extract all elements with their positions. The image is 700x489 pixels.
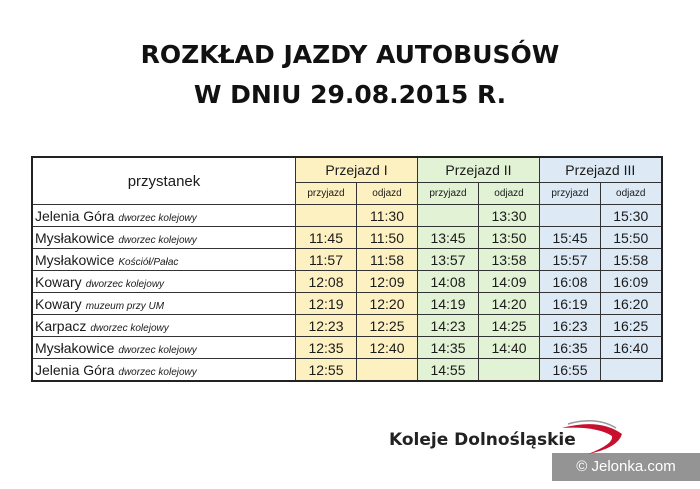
departure-time-cell: 14:40 [479, 337, 540, 359]
departure-time-cell: 12:25 [357, 315, 418, 337]
arrival-time-cell: 16:35 [540, 337, 601, 359]
arrival-time-cell: 14:19 [418, 293, 479, 315]
departure-time-cell: 16:09 [601, 271, 662, 293]
departure-time-cell: 16:40 [601, 337, 662, 359]
stop-name: Kowary [35, 273, 82, 290]
table-row [32, 205, 662, 227]
bus-schedule-table [31, 156, 663, 382]
departure-time-cell: 16:20 [601, 293, 662, 315]
table-row [32, 227, 662, 249]
stop-name: Mysłakowice [35, 229, 115, 246]
stop-name: Jelenia Góra [35, 207, 115, 224]
swoosh-logo-icon [560, 418, 630, 458]
stop-name: Mysłakowice [35, 251, 115, 268]
table-row [32, 249, 662, 271]
arrival-time-cell: 11:45 [296, 227, 357, 249]
stop-name-cell [32, 293, 296, 315]
stop-detail: dworzec kolejowy [85, 278, 165, 290]
page-subtitle-date: W DNIU 29.08.2015 R. [193, 80, 507, 109]
stop-detail: dworzec kolejowy [118, 212, 197, 224]
departure-time-cell: 15:58 [601, 249, 662, 271]
arrival-time-cell: 12:55 [296, 359, 357, 382]
stop-name: Mysłakowice [35, 339, 115, 356]
route-header-3: Przejazd III [540, 157, 662, 182]
departure-header: odjazd [479, 182, 540, 204]
departure-header: odjazd [601, 182, 662, 204]
departure-time-cell [601, 359, 662, 382]
stop-detail: dworzec kolejowy [90, 322, 169, 334]
arrival-time-cell: 16:19 [540, 293, 601, 315]
arrival-time-cell [418, 205, 479, 227]
route-header-1: Przejazd I [296, 157, 418, 182]
departure-time-cell: 13:58 [479, 249, 540, 271]
departure-time-cell: 15:50 [601, 227, 662, 249]
stop-detail: dworzec kolejowy [118, 366, 197, 378]
departure-time-cell: 12:09 [357, 271, 418, 293]
stop-name-cell [32, 249, 296, 271]
arrival-time-cell: 16:23 [540, 315, 601, 337]
departure-time-cell: 13:50 [479, 227, 540, 249]
table-row [32, 293, 662, 315]
departure-time-cell: 12:20 [357, 293, 418, 315]
stop-detail: muzeum przy UM [85, 300, 165, 312]
watermark-jelonka: © Jelonka.com [552, 453, 700, 481]
stop-name: Karpacz [35, 317, 87, 334]
arrival-time-cell: 14:35 [418, 337, 479, 359]
arrival-header: przyjazd [296, 182, 357, 204]
departure-time-cell: 12:40 [357, 337, 418, 359]
arrival-time-cell: 14:08 [418, 271, 479, 293]
stop-name-cell [32, 359, 296, 382]
departure-time-cell: 14:20 [479, 293, 540, 315]
arrival-time-cell: 12:19 [296, 293, 357, 315]
stop-name: Jelenia Góra [35, 361, 115, 378]
departure-time-cell [479, 359, 540, 382]
arrival-time-cell: 11:57 [296, 249, 357, 271]
table-row [32, 271, 662, 293]
stop-detail: dworzec kolejowy [118, 344, 197, 356]
departure-time-cell: 13:30 [479, 205, 540, 227]
stop-detail: dworzec kolejowy [118, 234, 197, 246]
departure-time-cell: 11:58 [357, 249, 418, 271]
departure-time-cell [357, 359, 418, 382]
table-row [32, 337, 662, 359]
arrival-time-cell: 12:23 [296, 315, 357, 337]
stop-name-cell [32, 337, 296, 359]
departure-header: odjazd [357, 182, 418, 204]
arrival-time-cell: 15:57 [540, 249, 601, 271]
arrival-time-cell [540, 205, 601, 227]
arrival-time-cell: 15:45 [540, 227, 601, 249]
arrival-time-cell: 14:23 [418, 315, 479, 337]
arrival-time-cell: 16:55 [540, 359, 601, 382]
stop-detail: Kościół/Pałac [118, 256, 179, 268]
table-row [32, 359, 662, 382]
koleje-dolnoslaskie-logo: Koleje Dolnośląskie [389, 430, 576, 450]
page-title: ROZKŁAD JAZDY AUTOBUSÓW [140, 40, 560, 69]
stop-name-cell [32, 315, 296, 337]
arrival-time-cell: 16:08 [540, 271, 601, 293]
arrival-time-cell: 14:55 [418, 359, 479, 382]
arrival-time-cell: 12:35 [296, 337, 357, 359]
departure-time-cell: 11:50 [357, 227, 418, 249]
stop-name-cell [32, 227, 296, 249]
stop-name: Kowary [35, 295, 82, 312]
arrival-time-cell: 12:08 [296, 271, 357, 293]
departure-time-cell: 11:30 [357, 205, 418, 227]
departure-time-cell: 16:25 [601, 315, 662, 337]
stop-column-header: przystanek [32, 157, 296, 205]
table-row [32, 315, 662, 337]
arrival-time-cell: 13:57 [418, 249, 479, 271]
stop-name-cell [32, 271, 296, 293]
route-header-2: Przejazd II [418, 157, 540, 182]
departure-time-cell: 14:09 [479, 271, 540, 293]
arrival-header: przyjazd [540, 182, 601, 204]
arrival-time-cell [296, 205, 357, 227]
departure-time-cell: 14:25 [479, 315, 540, 337]
stop-name-cell [32, 205, 296, 227]
arrival-time-cell: 13:45 [418, 227, 479, 249]
departure-time-cell: 15:30 [601, 205, 662, 227]
arrival-header: przyjazd [418, 182, 479, 204]
